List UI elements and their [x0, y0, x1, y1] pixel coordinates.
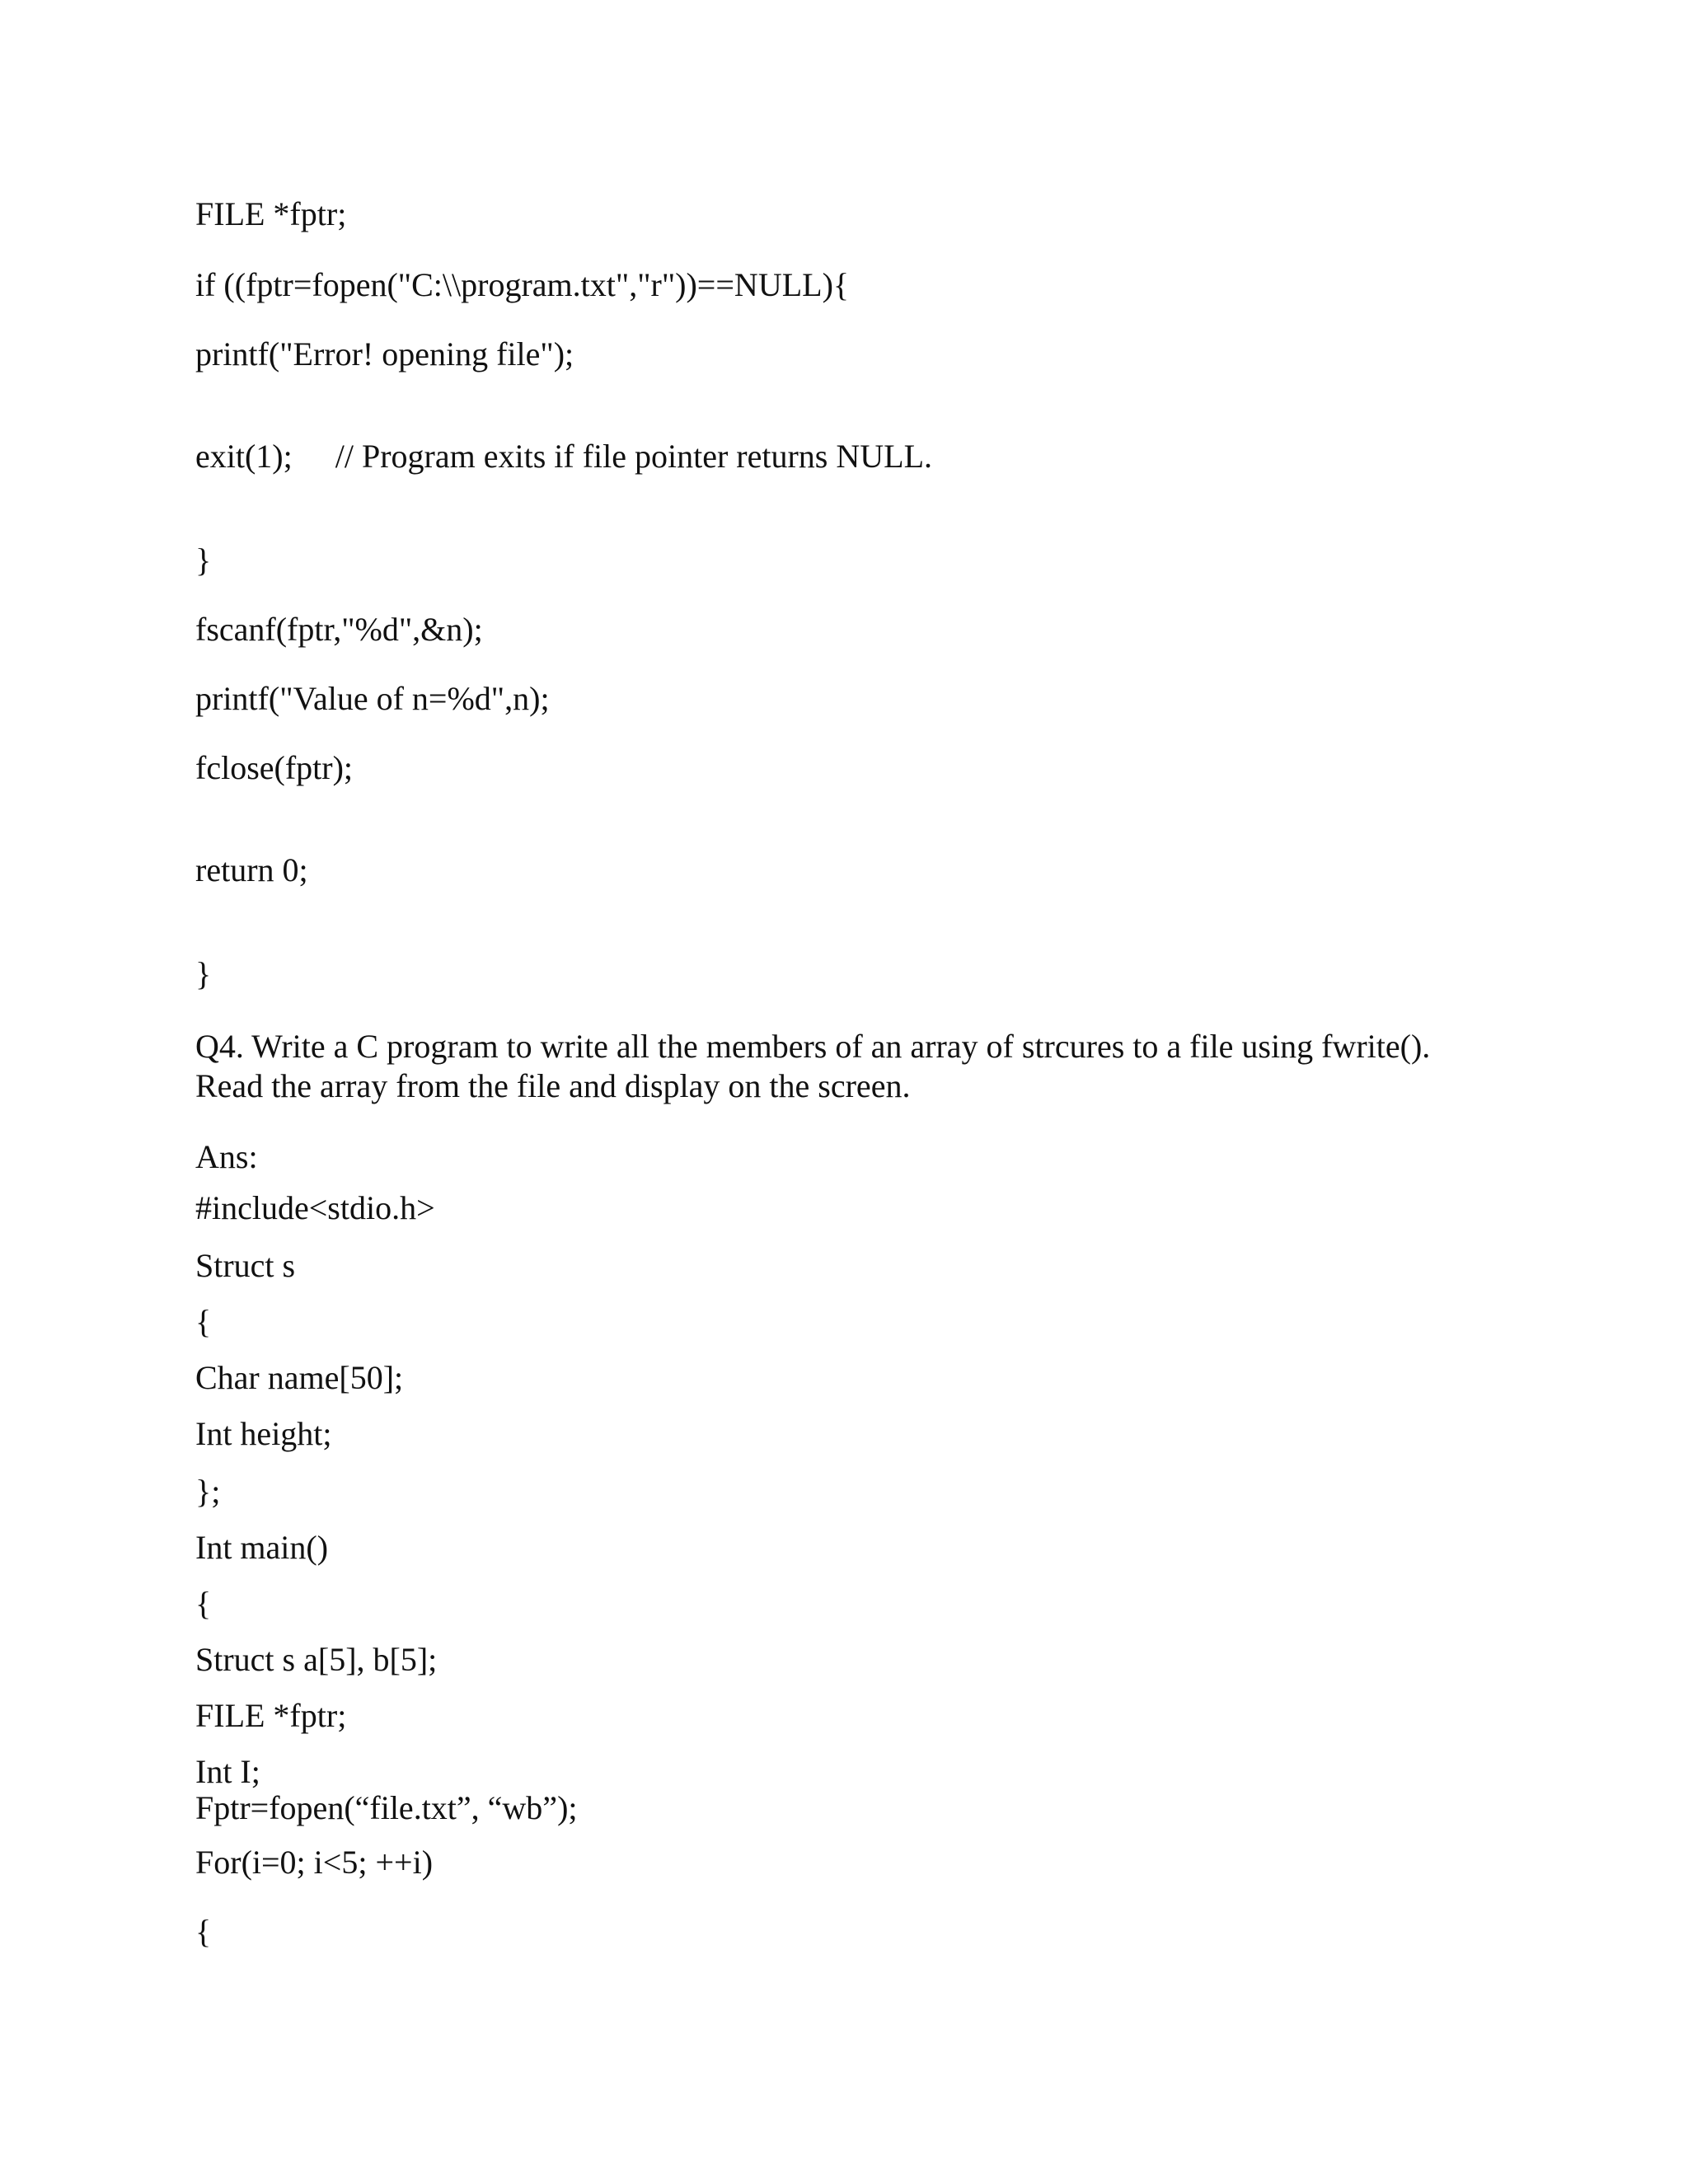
code-line: printf("Error! opening file");	[195, 335, 574, 373]
answer-code-line: {	[195, 1585, 212, 1622]
code-line: }	[195, 541, 212, 579]
answer-code-line: {	[195, 1303, 212, 1340]
question-q4-line2: Read the array from the file and display on the screen.	[195, 1067, 911, 1104]
code-line: }	[195, 955, 212, 992]
exit-call: exit(1);	[195, 438, 293, 475]
answer-code-line: Int main()	[195, 1529, 329, 1566]
code-line: printf("Value of n=%d",n);	[195, 680, 550, 717]
code-line: FILE *fptr;	[195, 195, 347, 232]
answer-code-line: Struct s a[5], b[5];	[195, 1641, 438, 1678]
code-line	[195, 437, 932, 476]
answer-code-line: };	[195, 1473, 221, 1510]
answer-code-line: #include<stdio.h>	[195, 1189, 435, 1226]
code-comment: // Program exits if file pointer returns NULL.	[335, 438, 933, 475]
answer-code-line: Char name[50];	[195, 1359, 404, 1396]
code-line: return 0;	[195, 851, 308, 888]
answer-code-line: FILE *fptr;	[195, 1697, 347, 1734]
answer-code-line: Int I;	[195, 1753, 260, 1790]
code-line: fscanf(fptr,"%d",&n);	[195, 611, 483, 648]
answer-code-line: {	[195, 1913, 212, 1950]
code-line: if ((fptr=fopen("C:\\program.txt","r"))==NULL){	[195, 266, 850, 303]
answer-code-line: For(i=0; i<5; ++i)	[195, 1844, 434, 1881]
question-q4-line1: Q4. Write a C program to write all the members of an array of strcures to a file using fwrite().	[195, 1028, 1431, 1065]
answer-code-line: Fptr=fopen(“file.txt”, “wb”);	[195, 1789, 578, 1826]
answer-code-line: Struct s	[195, 1247, 296, 1284]
code-line: fclose(fptr);	[195, 749, 354, 786]
answer-code-line: Int height;	[195, 1415, 332, 1452]
answer-label: Ans:	[195, 1138, 258, 1175]
